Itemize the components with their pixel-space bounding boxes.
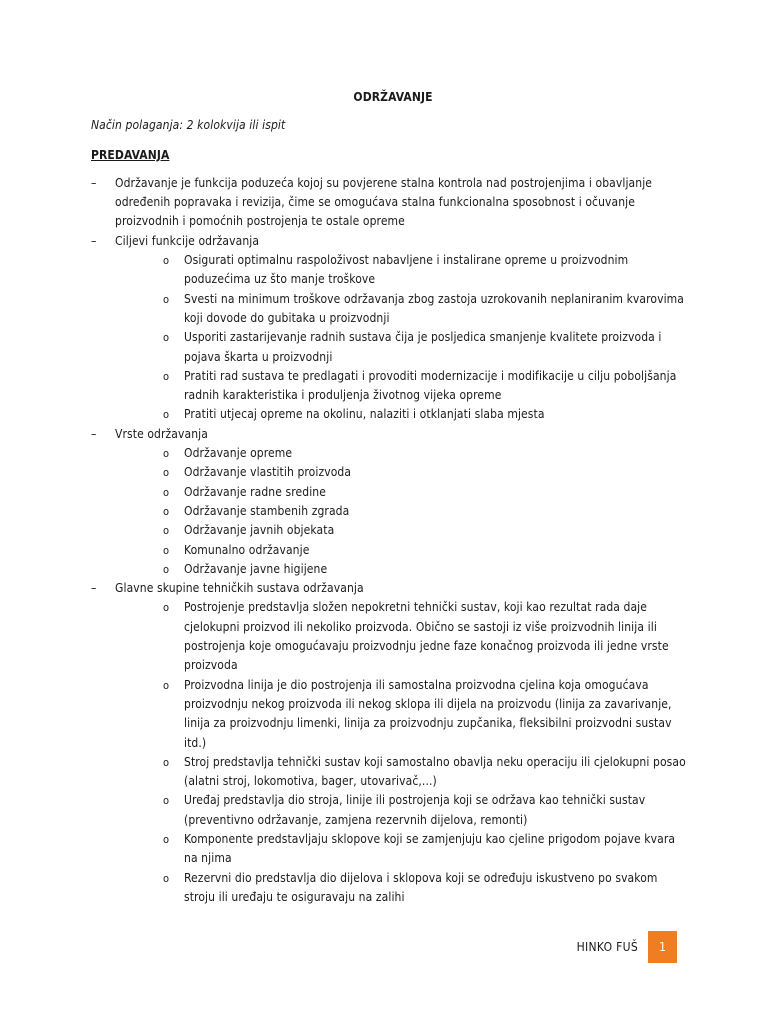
page-footer [576,931,677,963]
footer-author: HINKO FUŠ [576,940,638,954]
list-item [91,174,691,232]
list-item [91,232,691,425]
document-body [91,88,691,907]
sub-list-item: o Usporiti zastarijevanje radnih sustava čija je posljedica smanjenje kvalitete proizvoda i pojava škarta u proizvodnji [115,328,691,367]
main-list [91,174,691,907]
sub-list [115,444,691,579]
sub-list-item: o Održavanje javne higijene [115,560,691,579]
sub-list-item: o Komunalno održavanje [115,541,691,560]
page-title: ODRŽAVANJE [353,90,433,104]
sub-list-item: o Pratiti utjecaj opreme na okolinu, nalaziti i otklanjati slaba mjesta [115,405,691,424]
sub-list-item: o Proizvodna linija je dio postrojenja ili samostalna proizvodna cjelina koja omogućava proizvodnju nekog proizvoda ili nekog sklopa ili dijela na proizvodu (linija za zavarivanje, linija za proizvodnju limenki, linija za proizvodnju zupčanika, fleksibilni proizvodni sustav itd.) [115,676,691,753]
list-item [91,425,691,579]
sub-list-item: o Održavanje radne sredine [115,483,691,502]
sub-list-item: o Osigurati optimalnu raspoloživost nabavljene i instalirane opreme u proizvodnim poduzećima uz što manje troškove [115,251,691,290]
list-item-text: Vrste održavanja [115,426,208,441]
sub-list [115,598,691,907]
sub-list [115,251,691,425]
sub-list-item: o Svesti na minimum troškove održavanja zbog zastoja uzrokovanih neplaniranim kvarovima koji dovode do gubitaka u proizvodnji [115,290,691,329]
list-item-text: Glavne skupine tehničkih sustava održavanja [115,581,364,596]
sub-list-item: o Održavanje stambenih zgrada [115,502,691,521]
list-item-text: Ciljevi funkcije održavanja [115,233,260,248]
sub-list-item: o Komponente predstavljaju sklopove koji se zamjenjuju kao cjeline prigodom pojave kvara na njima [115,830,691,869]
list-item-text: Održavanje je funkcija poduzeća kojoj su povjerene stalna kontrola nad postrojenjima i obavljanje određenih popravaka i revizija, čime se omogućava stalna funkcionalna sposobnost i očuvanje proizvodnih i pomoćnih postrojenja te ostale opreme [115,175,653,229]
page-number: 1 [648,931,677,963]
sub-list-item: o Postrojenje predstavlja složen nepokretni tehnički sustav, koji kao rezultat rada daje cjelokupni proizvod ili nekoliko proizvoda. Obično se sastoji iz više proizvodnih linija ili postrojenja koje omogućavaju proizvodnju jedne faze konačnog proizvoda ili jedne vrste proizvoda [115,598,691,675]
sub-list-item: o Rezervni dio predstavlja dio dijelova i sklopova koji se određuju iskustveno po svakom stroju ili uređaju te osiguravaju na zalihi [115,869,691,908]
sub-list-item: o Stroj predstavlja tehnički sustav koji samostalno obavlja neku operaciju ili cjelokupni posao (alatni stroj, lokomotiva, bager, utovarivač,...) [115,753,691,792]
section-heading: PREDAVANJA [91,147,170,162]
list-item [91,579,691,907]
exam-info: Način polaganja: 2 kolokvija ili ispit [91,118,286,133]
sub-list-item: o Pratiti rad sustava te predlagati i provoditi modernizacije i modifikacije u cilju poboljšanja radnih karakteristika i produljenja životnog vijeka opreme [115,367,691,406]
sub-list-item: o Uređaj predstavlja dio stroja, linije ili postrojenja koji se održava kao tehnički sustav (preventivno održavanje, zamjena rezervnih dijelova, remonti) [115,791,691,830]
sub-list-item: o Održavanje javnih objekata [115,521,691,540]
sub-list-item: o Održavanje vlastitih proizvoda [115,463,691,482]
sub-list-item: o Održavanje opreme [115,444,691,463]
